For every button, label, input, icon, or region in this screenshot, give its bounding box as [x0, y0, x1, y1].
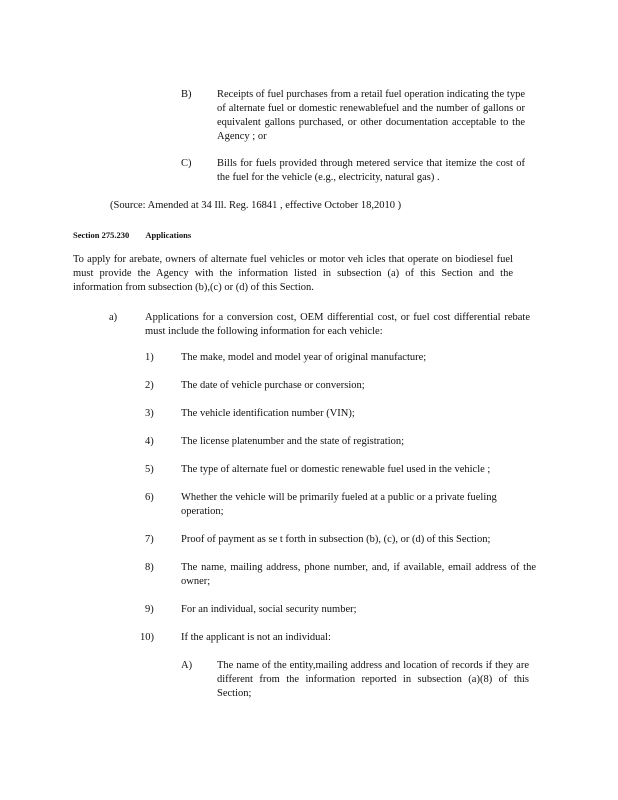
- sub-item-label-A: A): [181, 660, 193, 671]
- numbered-text: Whether the vehicle will be primarily fueled at a public or a private fueling operation;: [181, 492, 497, 517]
- numbered-text: The vehicle identification number (VIN);: [181, 408, 355, 419]
- subsection-a-label: a): [109, 312, 118, 323]
- numbered-text: The make, model and model year of original manufacture;: [181, 352, 427, 363]
- numbered-label: 2): [145, 380, 154, 391]
- item-text-B: Receipts of fuel purchases from a retail fuel operation indicating the type of alternate fuel or domestic renewablefuel and the number of gallons or equivalent gallons purchased, or other documentation acceptable to the Agency ; or: [217, 89, 525, 142]
- numbered-text: If the applicant is not an individual:: [181, 632, 331, 643]
- section-title: Applications: [145, 230, 192, 240]
- numbered-label: 1): [145, 352, 154, 363]
- numbered-text: The date of vehicle purchase or conversion;: [181, 380, 365, 391]
- numbered-text: The name, mailing address, phone number, and, if available, email address of the owner;: [181, 562, 536, 587]
- item-label-B: B): [181, 89, 192, 100]
- numbered-text: The license platenumber and the state of registration;: [181, 436, 405, 447]
- item-label-C: C): [181, 158, 192, 169]
- numbered-label: 6): [145, 492, 154, 503]
- numbered-label: 9): [145, 604, 154, 615]
- intro-paragraph: To apply for arebate, owners of alternate fuel vehicles or motor veh icles that operate on biodiesel fuel must provide the Agency with the information listed in subsection (a) of this Section and the information from subsection (b),(c) or (d) of this Section.: [73, 254, 513, 293]
- numbered-label: 10): [140, 632, 154, 643]
- numbered-text: The type of alternate fuel or domestic renewable fuel used in the vehicle ;: [181, 464, 491, 475]
- numbered-text: Proof of payment as se t forth in subsection (b), (c), or (d) of this Section;: [181, 534, 491, 545]
- numbered-label: 5): [145, 464, 154, 475]
- source-note: (Source: Amended at 34 Ill. Reg. 16841 , effective October 18,2010 ): [110, 200, 402, 211]
- sub-item-text-A: The name of the entity,mailing address and location of records if they are different from the information reported in subsection (a)(8) of this Section;: [217, 660, 529, 699]
- numbered-label: 3): [145, 408, 154, 419]
- numbered-text: For an individual, social security number;: [181, 604, 357, 615]
- section-number: Section 275.230: [73, 230, 130, 240]
- subsection-a-text: Applications for a conversion cost, OEM differential cost, or fuel cost differential rebate must include the following information for each vehicle:: [145, 312, 530, 337]
- numbered-label: 7): [145, 534, 154, 545]
- item-text-C: Bills for fuels provided through metered service that itemize the cost of the fuel for the vehicle (e.g., electricity, natural gas) .: [217, 158, 525, 183]
- section-heading: [73, 229, 191, 241]
- numbered-label: 4): [145, 436, 154, 447]
- numbered-label: 8): [145, 562, 154, 573]
